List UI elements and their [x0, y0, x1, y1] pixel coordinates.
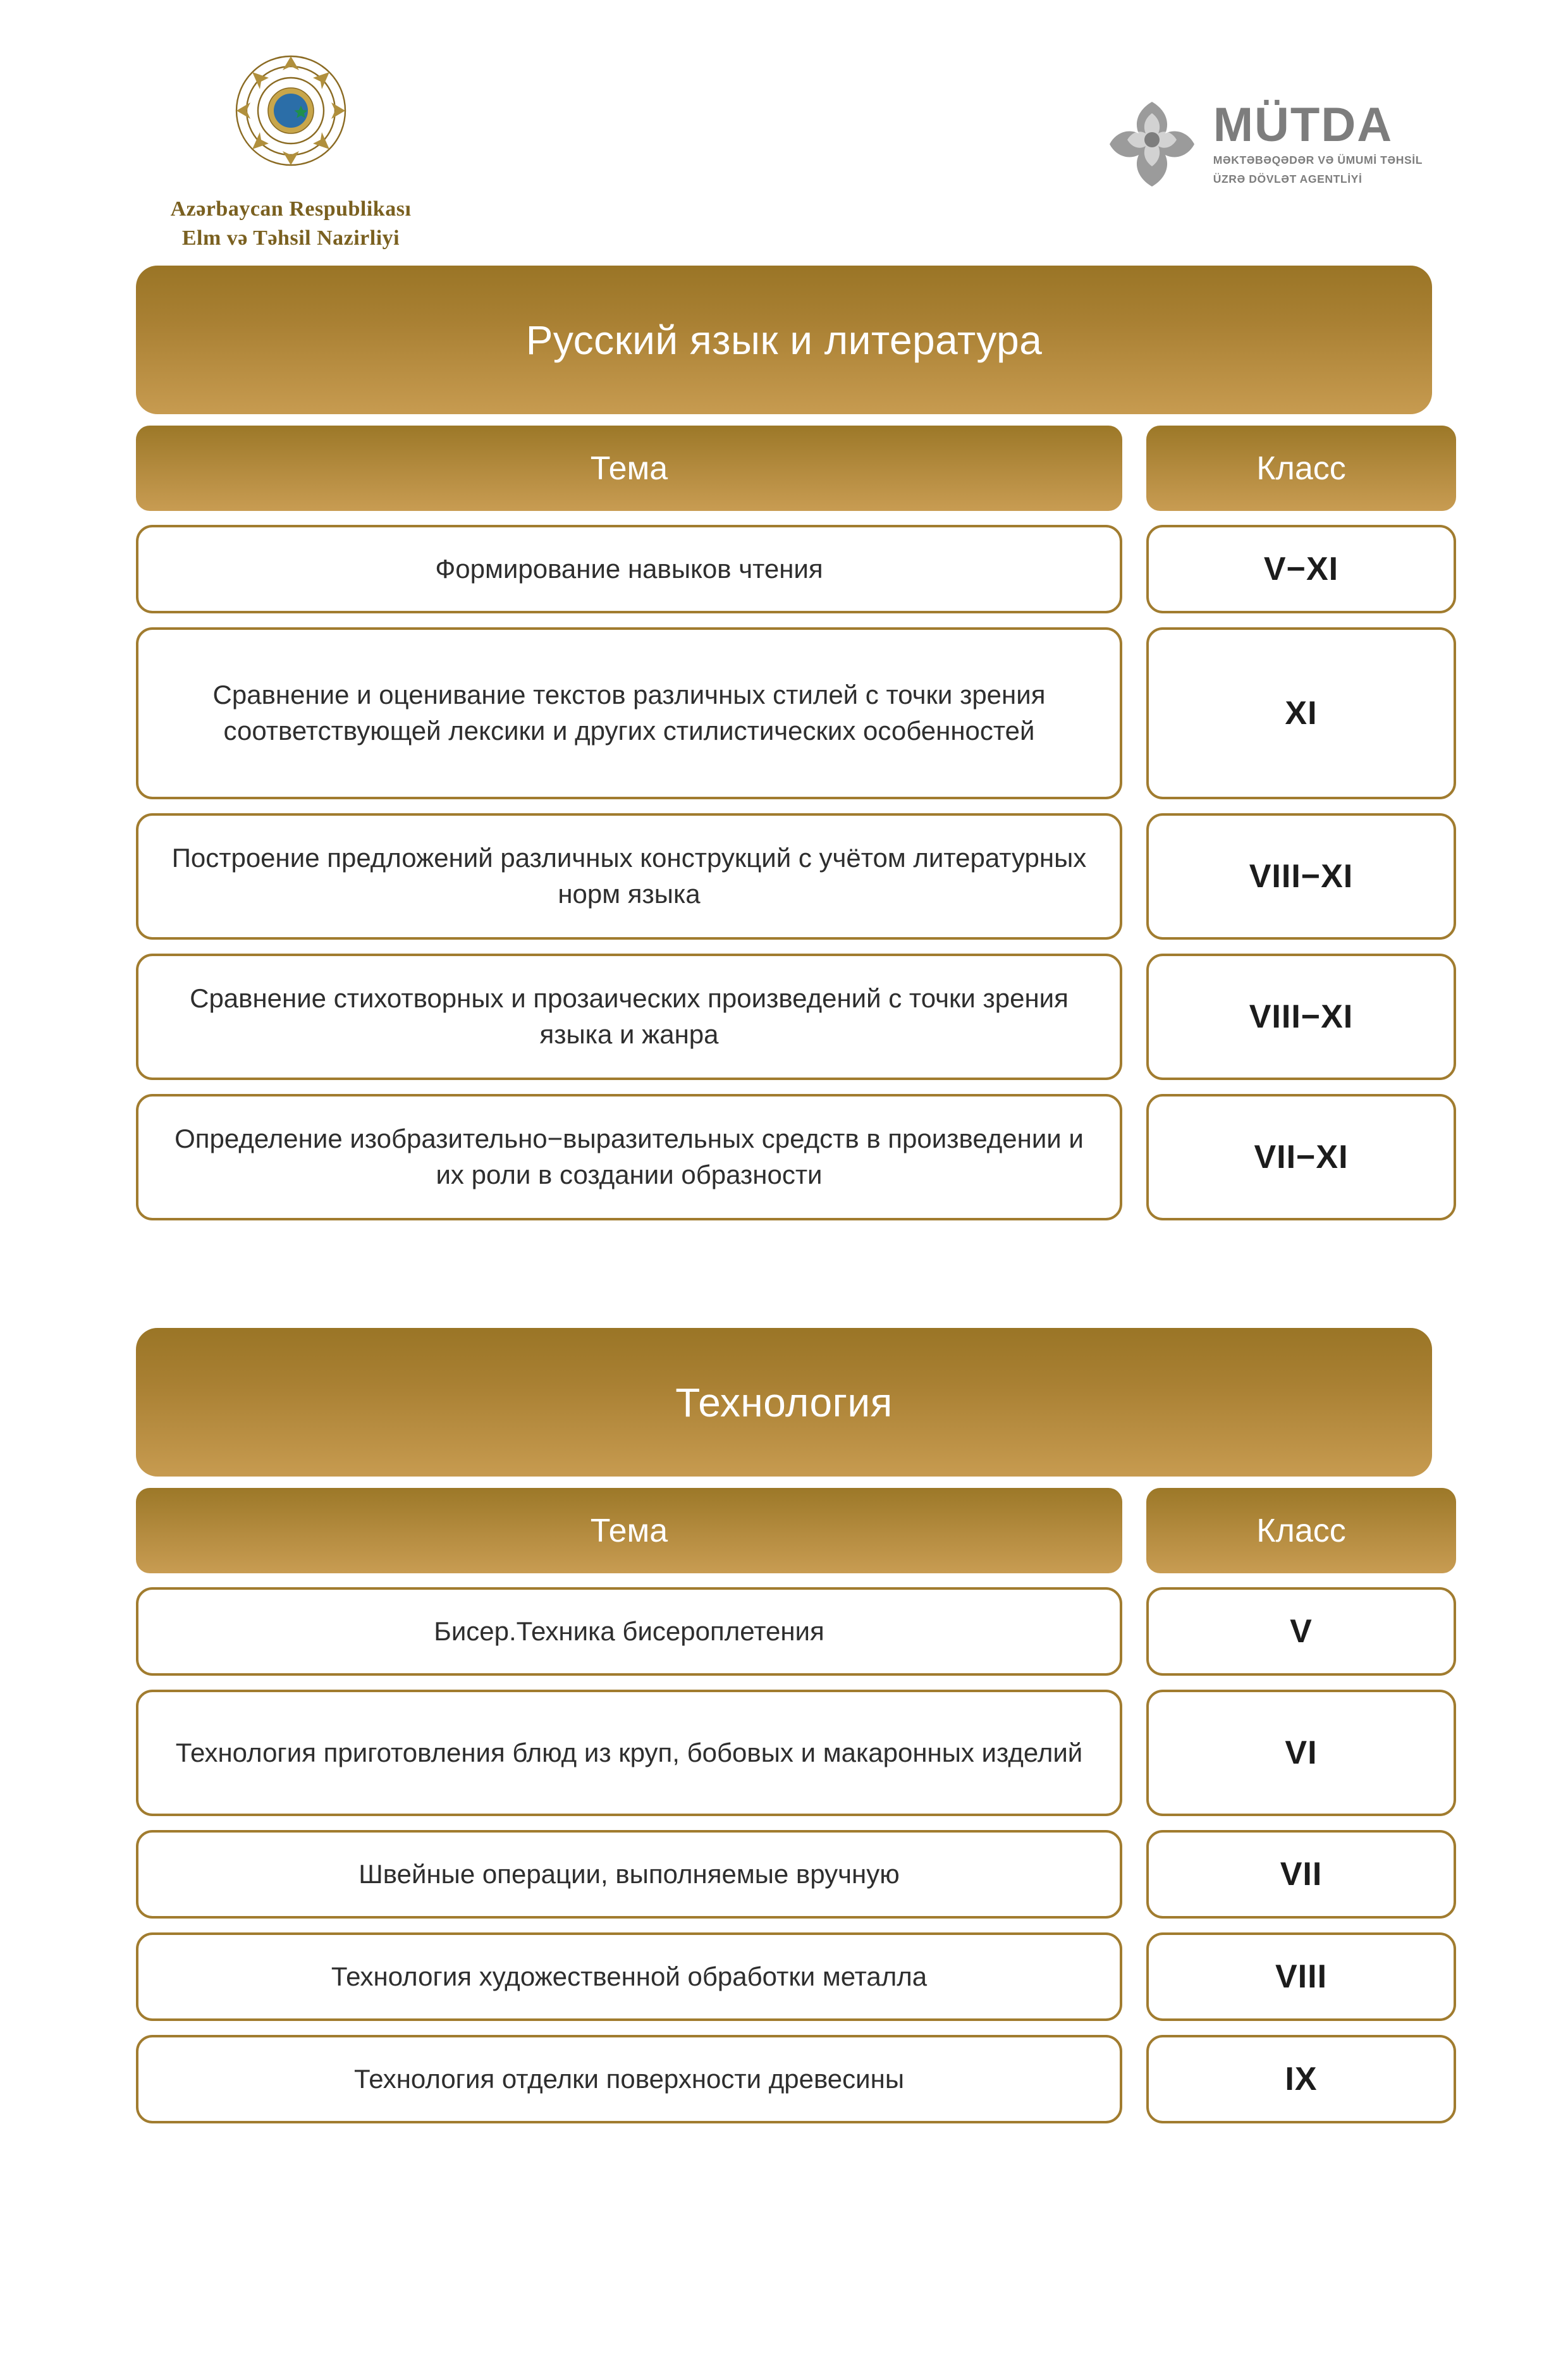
table-row [136, 954, 1432, 1080]
grade-cell: VIII−XI [1146, 954, 1456, 1080]
agency-branding [1105, 97, 1423, 192]
grade-cell: VII [1146, 1830, 1456, 1919]
agency-subtitle-line1: MƏKTƏBƏQƏDƏR VƏ ÜMUMİ TƏHSİL [1213, 154, 1423, 167]
table-header-row [136, 1488, 1432, 1573]
mutda-logo-icon [1105, 97, 1199, 192]
grade-cell: IX [1146, 2035, 1456, 2123]
ministry-name-line1: Azərbaycan Respublikası [170, 197, 412, 221]
grade-cell: VII−XI [1146, 1094, 1456, 1220]
grade-cell: V−XI [1146, 525, 1456, 613]
ministry-branding [95, 47, 487, 253]
grade-cell: VIII−XI [1146, 813, 1456, 940]
azerbaijan-state-emblem-icon [224, 47, 357, 183]
table-row [136, 1830, 1432, 1919]
table-header-row [136, 426, 1432, 511]
grade-cell: VI [1146, 1690, 1456, 1816]
table-row [136, 1690, 1432, 1816]
topic-cell: Бисер.Техника бисероплетения [136, 1587, 1122, 1676]
grade-cell: VIII [1146, 1932, 1456, 2021]
subject-section-technology [136, 1328, 1432, 2123]
topic-cell: Технология художественной обработки металла [136, 1932, 1122, 2021]
subject-title-banner: Технология [136, 1328, 1432, 1477]
topic-cell: Определение изобразительно−выразительных средств в произведении и их роли в создании образности [136, 1094, 1122, 1220]
topic-cell: Технология отделки поверхности древесины [136, 2035, 1122, 2123]
subject-title-banner: Русский язык и литература [136, 266, 1432, 414]
table-row [136, 627, 1432, 799]
grade-cell: XI [1146, 627, 1456, 799]
table-row [136, 525, 1432, 613]
grade-cell: V [1146, 1587, 1456, 1676]
column-header-grade: Класс [1146, 1488, 1456, 1573]
topic-cell: Сравнение стихотворных и прозаических произведений с точки зрения языка и жанра [136, 954, 1122, 1080]
table-row [136, 1932, 1432, 2021]
agency-wordmark [1213, 98, 1423, 187]
page-header [0, 0, 1568, 266]
topic-cell: Швейные операции, выполняемые вручную [136, 1830, 1122, 1919]
table-row [136, 1587, 1432, 1676]
agency-subtitle-line2: ÜZRƏ DÖVLƏT AGENTLİYİ [1213, 173, 1363, 185]
column-header-grade: Класс [1146, 426, 1456, 511]
topic-cell: Формирование навыков чтения [136, 525, 1122, 613]
ministry-name-line2: Elm və Təhsil Nazirliyi [181, 226, 400, 250]
topic-cell: Технология приготовления блюд из круп, бобовых и макаронных изделий [136, 1690, 1122, 1816]
table-row [136, 1094, 1432, 1220]
agency-name: MÜTDA [1213, 98, 1393, 152]
ministry-name [171, 195, 412, 253]
topic-cell: Построение предложений различных конструкций с учётом литературных норм языка [136, 813, 1122, 940]
topic-cell: Сравнение и оценивание текстов различных стилей с точки зрения соответствующей лексики и других стилистических особенностей [136, 627, 1122, 799]
subject-section-russian [136, 266, 1432, 1220]
table-row [136, 2035, 1432, 2123]
column-header-topic: Тема [136, 1488, 1122, 1573]
table-row [136, 813, 1432, 940]
column-header-topic: Тема [136, 426, 1122, 511]
